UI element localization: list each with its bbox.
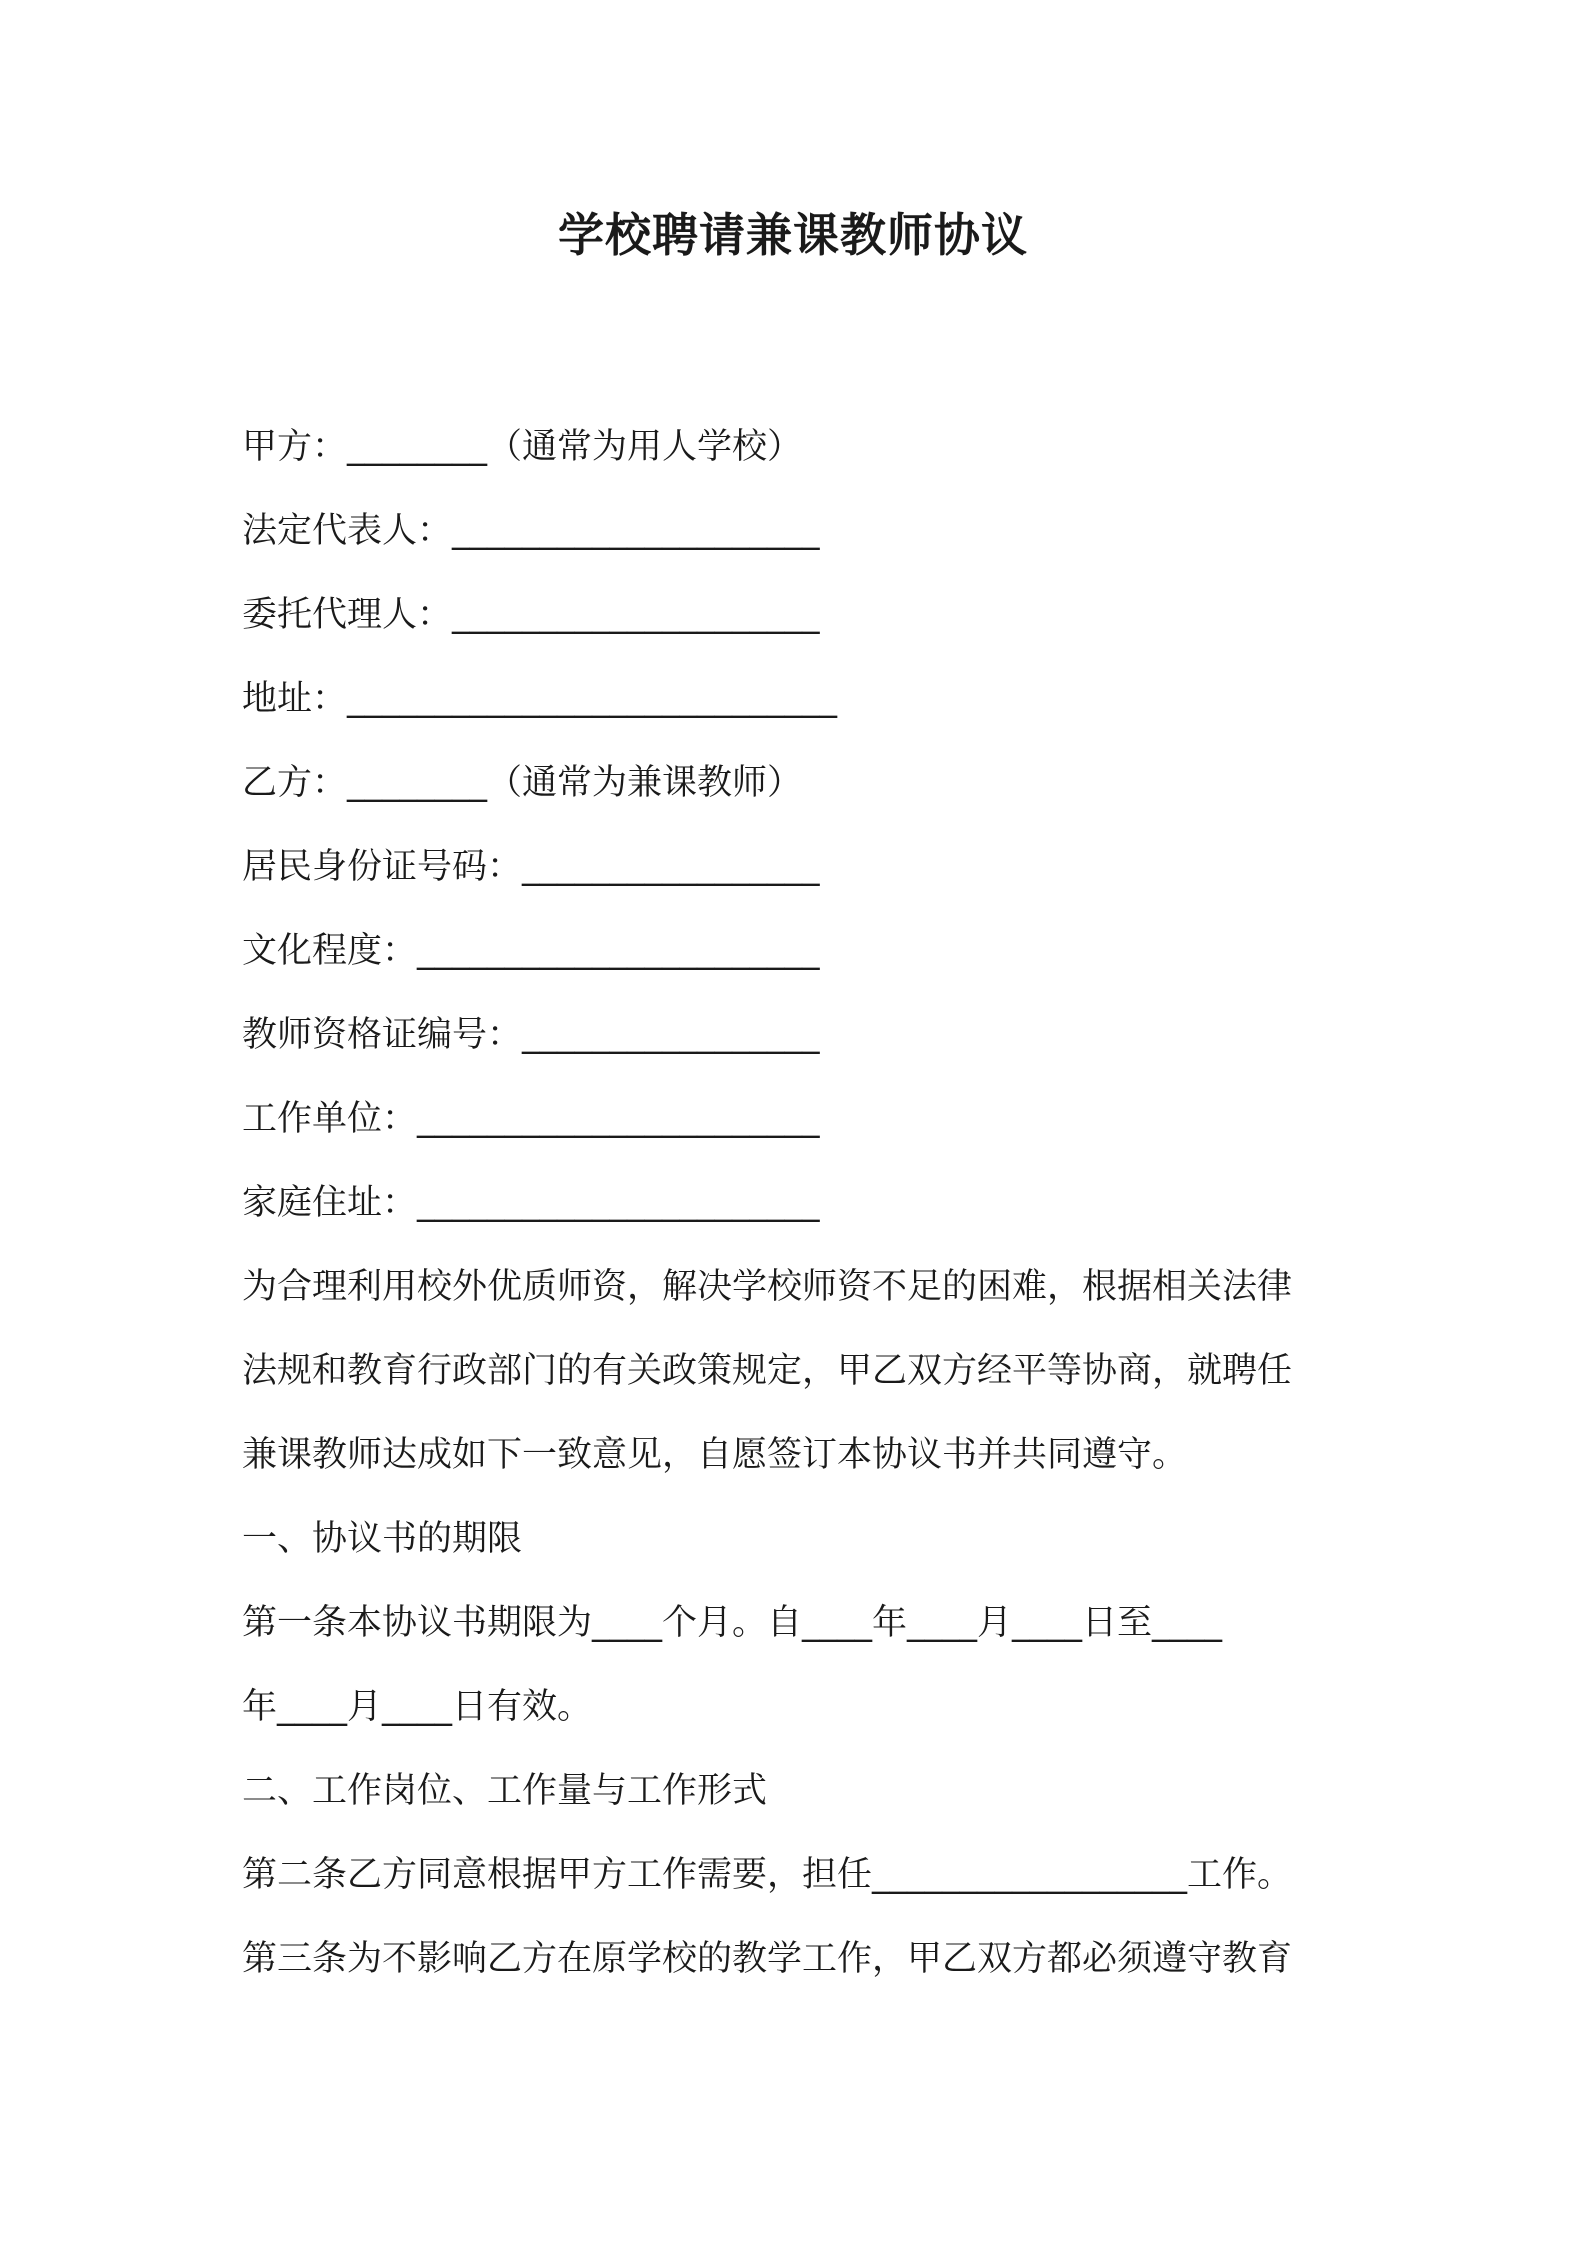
id-number-line: 居民身份证号码：_________________ [242,847,820,887]
document-body [242,405,1382,2001]
authorized-agent-line: 委托代理人：_____________________ [242,595,820,635]
education-line: 文化程度：_______________________ [242,931,820,971]
clause-line: 第二条乙方同意根据甲方工作需要，担任__________________工作。 [242,1855,1293,1895]
teacher-cert-line: 教师资格证编号：_________________ [242,1015,820,1055]
legal-representative-line: 法定代表人：_____________________ [242,511,820,551]
paragraph-line: 法规和教育行政部门的有关政策规定，甲乙双方经平等协商，就聘任 [242,1351,1293,1391]
paragraph-line: 为合理利用校外优质师资，解决学校师资不足的困难，根据相关法律 [242,1267,1293,1307]
home-address-line: 家庭住址：_______________________ [242,1183,820,1223]
clause-line: 第三条为不影响乙方在原学校的教学工作，甲乙双方都必须遵守教育 [242,1939,1293,1979]
party-b-line: 乙方：________（通常为兼课教师） [242,763,803,803]
section-heading: 二、工作岗位、工作量与工作形式 [242,1771,768,1811]
clause-line: 年____月____日有效。 [242,1687,593,1727]
paragraph-line: 兼课教师达成如下一致意见，自愿签订本协议书并共同遵守。 [242,1435,1188,1475]
address-line: 地址：____________________________ [242,679,838,719]
document-title: 学校聘请兼课教师协议 [558,208,1028,262]
clause-line: 第一条本协议书期限为____个月。自____年____月____日至____ [242,1603,1223,1643]
section-heading: 一、协议书的期限 [242,1519,523,1559]
work-unit-line: 工作单位：_______________________ [242,1099,820,1139]
party-a-line: 甲方：________（通常为用人学校） [242,427,803,467]
